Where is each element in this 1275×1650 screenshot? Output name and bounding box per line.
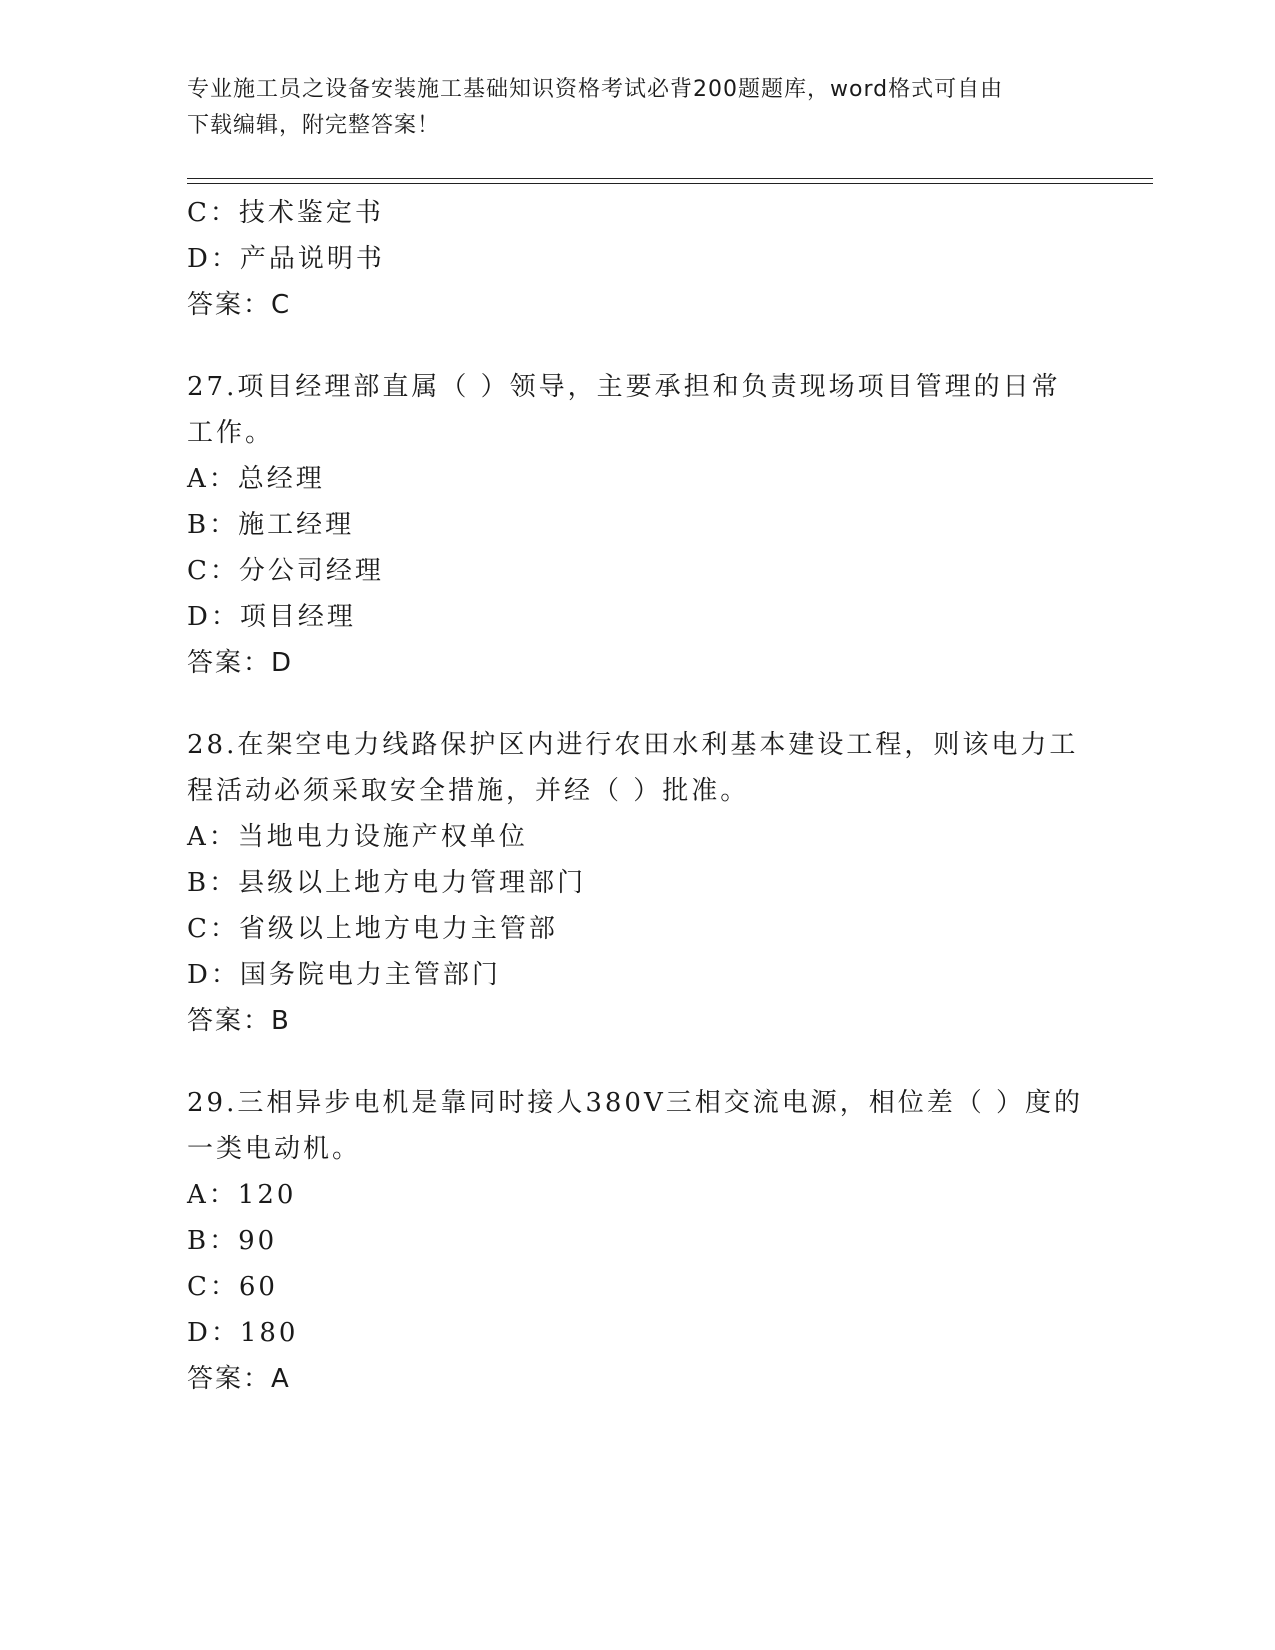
question-text-line-1: 29.三相异步电机是靠同时接人380V三相交流电源，相位差（ ）度的	[187, 1088, 1084, 1118]
option-d: D：国务院电力主管部门	[187, 960, 501, 990]
option-b: B：施工经理	[187, 510, 355, 540]
option-b: B：90	[187, 1226, 278, 1256]
option-d: D：项目经理	[187, 602, 356, 632]
question-text-line-1: 28.在架空电力线路保护区内进行农田水利基本建设工程，则该电力工	[187, 730, 1079, 760]
option-a: A：总经理	[187, 464, 325, 494]
question-text-line-2: 一类电动机。	[187, 1134, 362, 1164]
answer-line: 答案：C	[187, 290, 292, 320]
option-c: C：分公司经理	[187, 556, 384, 586]
option-c: C：60	[187, 1272, 278, 1302]
option-a: A：当地电力设施产权单位	[187, 822, 528, 852]
answer-line: 答案：B	[187, 1006, 291, 1036]
header-divider-bottom	[187, 183, 1153, 184]
question-29	[187, 1080, 1087, 1402]
prev-question-tail	[187, 190, 1087, 328]
option-b: B：县级以上地方电力管理部门	[187, 868, 587, 898]
header-line-2: 下载编辑，附完整答案！	[187, 113, 441, 138]
option-c: C：技术鉴定书	[187, 198, 384, 228]
question-text-line-2: 工作。	[187, 418, 275, 448]
answer-line: 答案：A	[187, 1364, 291, 1394]
answer-line: 答案：D	[187, 648, 294, 678]
document-header	[187, 72, 1087, 144]
option-d: D：产品说明书	[187, 244, 385, 274]
option-c: C：省级以上地方电力主管部	[187, 914, 558, 944]
header-line-1: 专业施工员之设备安装施工基础知识资格考试必背200题题库，word格式可自由	[187, 77, 1004, 102]
option-a: A：120	[187, 1180, 297, 1210]
option-d: D：180	[187, 1318, 299, 1348]
question-28	[187, 722, 1087, 1044]
question-text-line-1: 27.项目经理部直属（ ）领导，主要承担和负责现场项目管理的日常	[187, 372, 1061, 402]
question-text-line-2: 程活动必须采取安全措施，并经（ ）批准。	[187, 776, 750, 806]
question-27	[187, 364, 1087, 686]
header-divider-top	[187, 178, 1153, 179]
